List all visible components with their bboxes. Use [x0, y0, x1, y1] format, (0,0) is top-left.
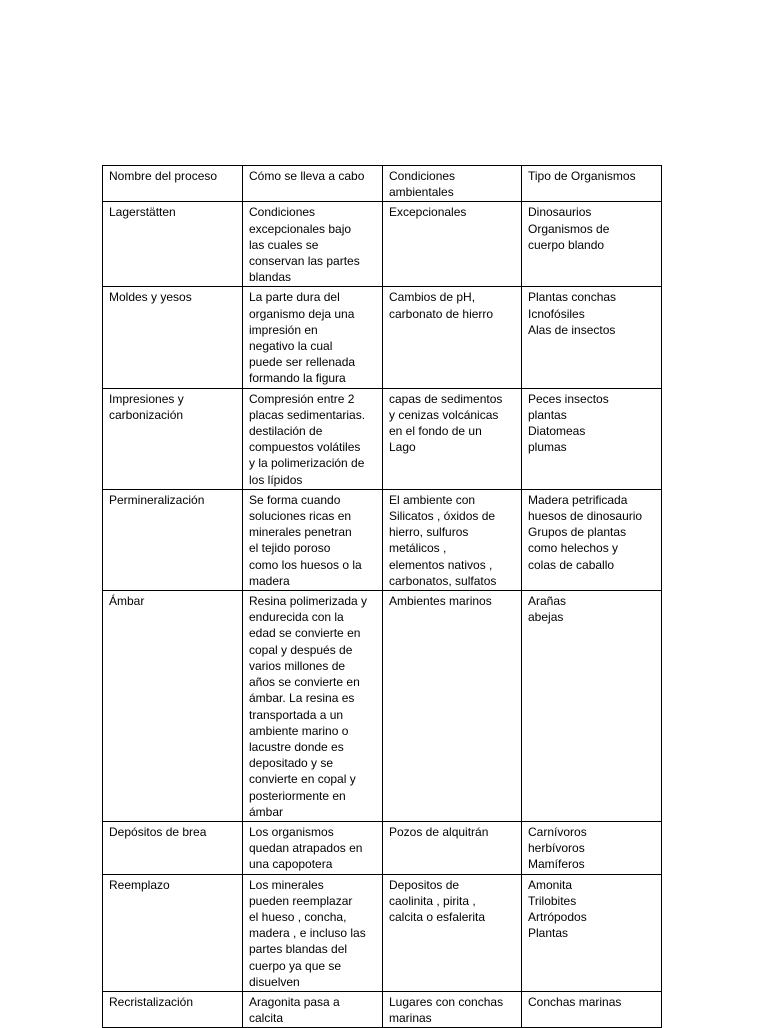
- cell-line: copal y después de: [249, 642, 353, 657]
- cell-line: Silicatos , óxidos de: [389, 509, 496, 524]
- process-name-cell: [103, 388, 243, 489]
- cell-line: minerales penetran: [249, 525, 352, 540]
- cell-line: ambiente marino o: [249, 723, 349, 738]
- cell-line: Ambientes marinos: [389, 594, 492, 609]
- fossilization-processes-table: [102, 165, 662, 1028]
- environmental-conditions-cell: [383, 874, 522, 991]
- cell-line: Compresión entre 2: [249, 391, 355, 406]
- cell-line: Reemplazo: [109, 877, 170, 892]
- header-cell-process-name: [103, 166, 243, 202]
- cell-line: marinas: [389, 1011, 432, 1026]
- cell-line: como helechos y: [528, 541, 619, 556]
- cell-line: blandas: [249, 270, 292, 285]
- cell-line: capas de sedimentos: [389, 391, 503, 406]
- cell-line: Permineralización: [109, 492, 205, 507]
- cell-line: Los minerales: [249, 877, 324, 892]
- cell-line: Lago: [389, 440, 416, 455]
- cell-line: Cómo se lleva a cabo: [249, 169, 365, 183]
- header-cell-how: [243, 166, 383, 202]
- cell-line: Icnofósiles: [528, 306, 585, 321]
- process-description-cell: [243, 202, 383, 287]
- cell-line: Condiciones: [249, 205, 316, 220]
- cell-line: Dinosaurios: [528, 205, 592, 220]
- process-name-cell: [103, 821, 243, 874]
- cell-line: Depositos de: [389, 877, 460, 892]
- cell-line: pueden reemplazar: [249, 893, 353, 908]
- organisms-cell: [522, 287, 662, 388]
- cell-line: lacustre donde es: [249, 739, 344, 754]
- environmental-conditions-cell: [383, 202, 522, 287]
- cell-line: y cenizas volcánicas: [389, 407, 499, 422]
- organisms-cell: [522, 591, 662, 822]
- cell-line: transportada a un: [249, 707, 344, 722]
- cell-line: Carnívoros: [528, 824, 587, 839]
- cell-line: Aragonita pasa a: [249, 994, 340, 1009]
- cell-line: Grupos de plantas: [528, 525, 627, 540]
- cell-line: Resina polimerizada y: [249, 594, 368, 609]
- process-description-cell: [243, 821, 383, 874]
- cell-line: quedan atrapados en: [249, 841, 363, 856]
- cell-line: caolinita , pirita ,: [389, 893, 476, 908]
- cell-line: herbívoros: [528, 841, 585, 856]
- process-name-cell: [103, 202, 243, 287]
- table-header-row: [103, 166, 662, 202]
- cell-line: edad se convierte en: [249, 626, 361, 641]
- table-row: [103, 202, 662, 287]
- organisms-cell: [522, 874, 662, 991]
- process-name-cell: [103, 591, 243, 822]
- process-description-cell: [243, 591, 383, 822]
- cell-line: años se convierte en: [249, 675, 360, 690]
- cell-line: Ámbar: [109, 594, 145, 609]
- organisms-cell: [522, 821, 662, 874]
- process-description-cell: [243, 489, 383, 590]
- cell-line: carbonatos, sulfatos: [389, 573, 497, 588]
- header-cell-organisms: [522, 166, 662, 202]
- cell-line: calcita: [249, 1011, 284, 1026]
- cell-line: soluciones ricas en: [249, 509, 352, 524]
- table-row: [103, 991, 662, 1027]
- cell-line: destilación de: [249, 424, 323, 439]
- organisms-cell: [522, 202, 662, 287]
- process-description-cell: [243, 991, 383, 1027]
- cell-line: elementos nativos ,: [389, 557, 493, 572]
- cell-line: posteriormente en: [249, 788, 346, 803]
- cell-line: depositado y se: [249, 756, 334, 771]
- cell-line: Depósitos de brea: [109, 824, 207, 839]
- cell-line: disuelven: [249, 974, 300, 989]
- cell-line: Moldes y yesos: [109, 290, 192, 305]
- cell-line: Madera petrificada: [528, 492, 628, 507]
- cell-line: Amonita: [528, 877, 573, 892]
- cell-line: Diatomeas: [528, 424, 586, 439]
- cell-line: Impresiones y: [109, 391, 184, 406]
- cell-line: como los huesos o la: [249, 557, 362, 572]
- cell-line: endurecida con la: [249, 610, 344, 625]
- cell-line: Excepcionales: [389, 205, 467, 220]
- cell-line: Recristalización: [109, 994, 194, 1009]
- organisms-cell: [522, 991, 662, 1027]
- cell-line: varios millones de: [249, 658, 346, 673]
- cell-line: negativo la cual: [249, 339, 333, 354]
- cell-line: una capopotera: [249, 857, 333, 872]
- table-row: [103, 489, 662, 590]
- cell-line: metálicos ,: [389, 541, 447, 556]
- cell-line: colas de caballo: [528, 557, 615, 572]
- table-row: [103, 287, 662, 388]
- cell-line: Tipo de Organismos: [528, 169, 636, 183]
- table-row: [103, 591, 662, 822]
- cell-line: La parte dura del: [249, 290, 340, 305]
- cell-line: impresión en: [249, 322, 318, 337]
- environmental-conditions-cell: [383, 821, 522, 874]
- cell-line: y la polimerización de: [249, 456, 365, 471]
- cell-line: cuerpo blando: [528, 237, 605, 252]
- cell-line: El ambiente con: [389, 492, 476, 507]
- cell-line: organismo deja una: [249, 306, 355, 321]
- process-name-cell: [103, 489, 243, 590]
- organisms-cell: [522, 388, 662, 489]
- cell-line: en el fondo de un: [389, 424, 482, 439]
- environmental-conditions-cell: [383, 287, 522, 388]
- cell-line: Conchas marinas: [528, 994, 622, 1009]
- cell-line: huesos de dinosaurio: [528, 509, 643, 524]
- process-name-cell: [103, 287, 243, 388]
- cell-line: partes blandas del: [249, 942, 348, 957]
- cell-line: Organismos de: [528, 221, 610, 236]
- cell-line: el hueso , concha,: [249, 909, 347, 924]
- cell-line: Trilobites: [528, 893, 577, 908]
- cell-line: plantas: [528, 407, 567, 422]
- process-description-cell: [243, 388, 383, 489]
- cell-line: Mamíferos: [528, 857, 585, 872]
- cell-line: convierte en copal y: [249, 772, 356, 787]
- cell-line: carbonato de hierro: [389, 306, 494, 321]
- cell-line: las cuales se: [249, 237, 319, 252]
- cell-line: ámbar: [249, 804, 284, 819]
- cell-line: calcita o esfalerita: [389, 909, 486, 924]
- environmental-conditions-cell: [383, 991, 522, 1027]
- cell-line: Nombre del proceso: [109, 169, 218, 183]
- process-name-cell: [103, 991, 243, 1027]
- table-row: [103, 821, 662, 874]
- environmental-conditions-cell: [383, 591, 522, 822]
- environmental-conditions-cell: [383, 489, 522, 590]
- cell-line: Alas de insectos: [528, 322, 616, 337]
- cell-line: Lugares con conchas: [389, 994, 504, 1009]
- cell-line: Pozos de alquitrán: [389, 824, 489, 839]
- cell-line: excepcionales bajo: [249, 221, 352, 236]
- process-description-cell: [243, 287, 383, 388]
- process-name-cell: [103, 874, 243, 991]
- cell-line: el tejido poroso: [249, 541, 331, 556]
- process-description-cell: [243, 874, 383, 991]
- cell-line: plumas: [528, 440, 567, 455]
- cell-line: cuerpo ya que se: [249, 958, 342, 973]
- cell-line: hierro, sulfuros: [389, 525, 469, 540]
- cell-line: Se forma cuando: [249, 492, 341, 507]
- cell-line: carbonización: [109, 407, 184, 422]
- environmental-conditions-cell: [383, 388, 522, 489]
- cell-line: ámbar. La resina es: [249, 691, 355, 706]
- cell-line: Artrópodos: [528, 909, 587, 924]
- cell-line: Arañas: [528, 594, 567, 609]
- header-cell-conditions: [383, 166, 522, 202]
- cell-line: Lagerstätten: [109, 205, 176, 220]
- cell-line: Cambios de pH,: [389, 290, 476, 305]
- organisms-cell: [522, 489, 662, 590]
- cell-line: Peces insectos: [528, 391, 609, 406]
- cell-line: Plantas: [528, 926, 569, 941]
- table-row: [103, 874, 662, 991]
- cell-line: los lípidos: [249, 472, 303, 487]
- cell-line: madera: [249, 573, 290, 588]
- cell-line: placas sedimentarias.: [249, 407, 366, 422]
- cell-line: Los organismos: [249, 824, 334, 839]
- cell-line: conservan las partes: [249, 254, 360, 269]
- cell-line: madera , e incluso las: [249, 926, 366, 941]
- cell-line: Condiciones: [389, 169, 456, 183]
- table-row: [103, 388, 662, 489]
- cell-line: formando la figura: [249, 371, 346, 386]
- cell-line: Plantas conchas: [528, 290, 617, 305]
- cell-line: ambientales: [389, 185, 454, 200]
- cell-line: compuestos volátiles: [249, 440, 361, 455]
- cell-line: abejas: [528, 610, 564, 625]
- cell-line: puede ser rellenada: [249, 355, 356, 370]
